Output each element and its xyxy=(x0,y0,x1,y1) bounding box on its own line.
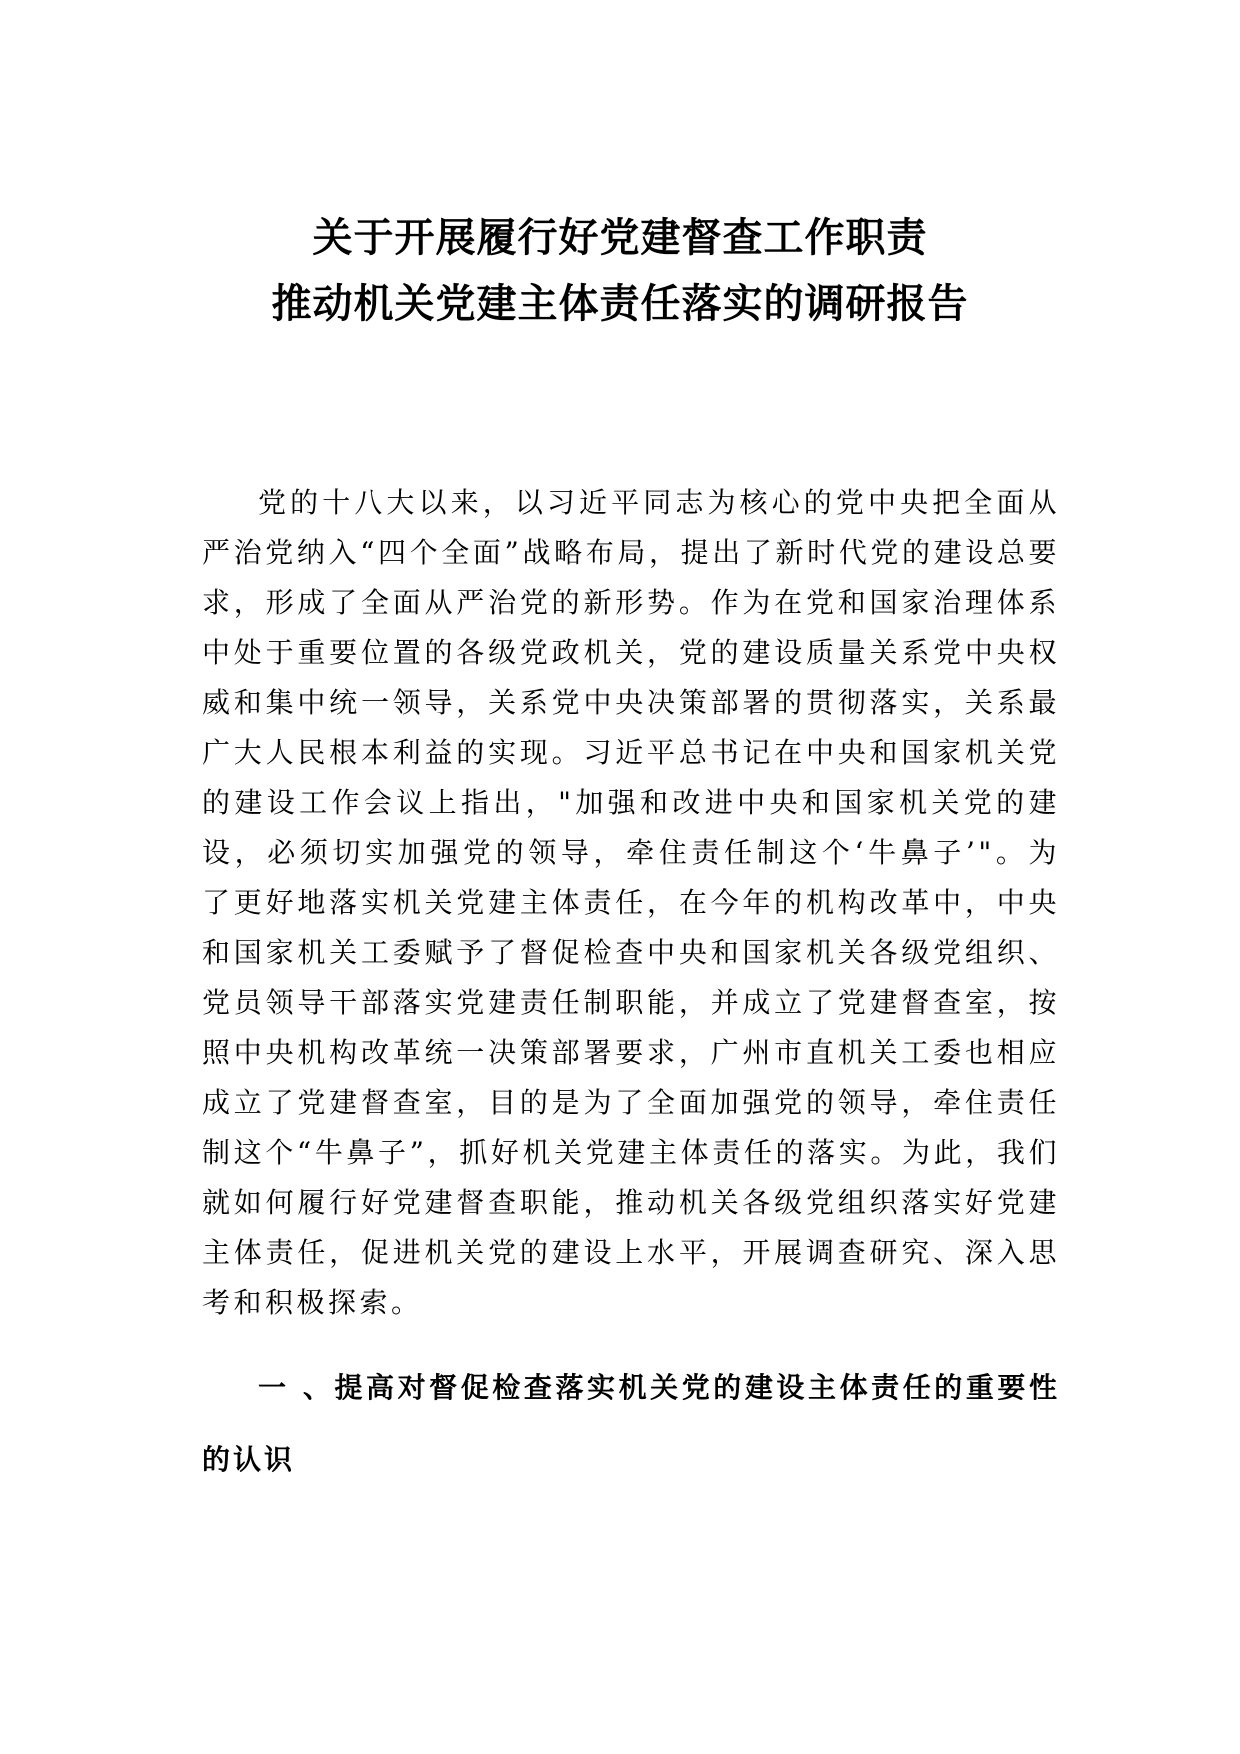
title-line-1: 关于开展履行好党建督查工作职责 xyxy=(312,215,928,261)
section-heading-1: 一 、提高对督促检查落实机关党的建设主体责任的重要性的认识 xyxy=(202,1371,1060,1476)
title-line-2: 推动机关党建主体责任落实的调研报告 xyxy=(271,281,969,327)
document-title xyxy=(150,205,1090,337)
intro-paragraph: 党的十八大以来，以习近平同志为核心的党中央把全面从严治党纳入“四个全面”战略布局，提出了新时代党的建设总要求，形成了全面从严治党的新形势。作为在党和国家治理体系中处于重要位置的各级党政机关，党的建设质量关系党中央权威和集中统一领导，关系党中央决策部署的贯彻落实，关系最广大人民根本利益的实现。习近平总书记在中央和国家机关党的建设工作会议上指出，"加强和改进中央和国家机关党的建设，必须切实加强党的领导，牵住责任制这个‘牛鼻子’"。为了更好地落实机关党建主体责任，在今年的机构改革中，中央和国家机关工委赋予了督促检查中央和国家机关各级党组织、党员领导干部落实党建责任制职能，并成立了党建督查室，按照中央机构改革统一决策部署要求，广州市直机关工委也相应成立了党建督查室，目的是为了全面加强党的领导，牵住责任制这个“牛鼻子”，抓好机关党建主体责任的落实。为此，我们就如何履行好党建督查职能，推动机关各级党组织落实好党建主体责任，促进机关党的建设上水平，开展调查研究、深入思考和积极探索。 xyxy=(202,486,1060,1319)
